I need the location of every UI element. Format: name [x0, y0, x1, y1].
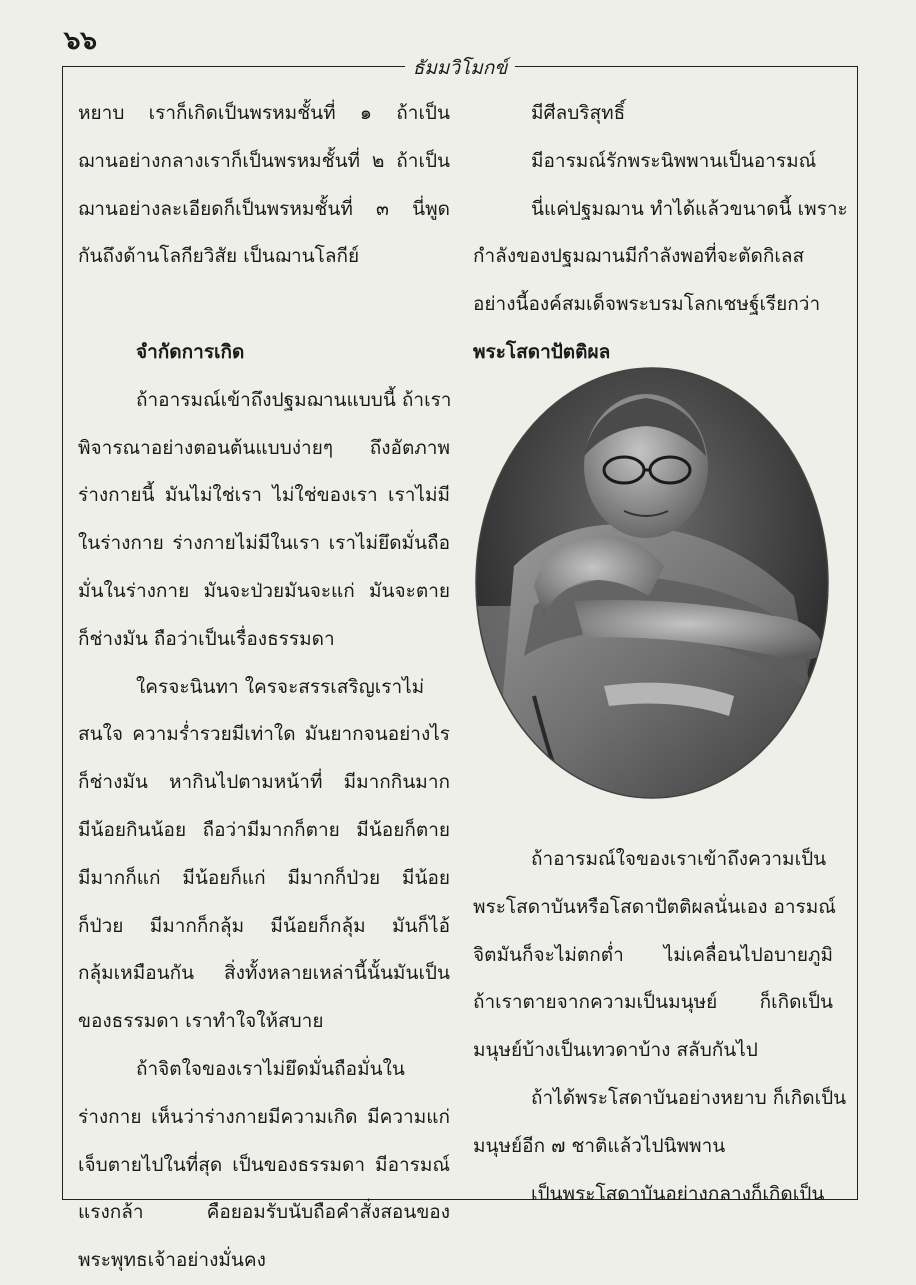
- right-text-column-bottom: [473, 836, 847, 1218]
- text-line: ก็ป่วย มีมากก็กลุ้ม มีน้อยก็กลุ้ม มันก็ไอ้: [78, 914, 450, 937]
- text-line: ร่างกาย เห็นว่าร่างกายมีความเกิด มีความแก่: [78, 1105, 450, 1128]
- text-line: ถ้าจิตใจของเราไม่ยึดมั่นถือมั่นใน: [136, 1057, 405, 1080]
- text-line: นี่แค่ปฐมฌาน ทำได้แล้วขนาดนี้ เพราะ: [531, 197, 848, 220]
- text-line: อย่างนี้องค์สมเด็จพระบรมโลกเชษฐ์เรียกว่า: [473, 293, 821, 316]
- text-line: ถ้าอารมณ์เข้าถึงปฐมฌานแบบนี้ ถ้าเรา: [136, 388, 452, 411]
- text-line: ก็ช่างมัน ถือว่าเป็นเรื่องธรรมดา: [78, 627, 335, 650]
- text-line: ฌานอย่างละเอียดก็เป็นพรหมชั้นที่ ๓ นี่พูด: [78, 197, 450, 220]
- section-heading: พระโสดาปัตติผล: [473, 340, 611, 363]
- text-line: ถ้าเราตายจากความเป็นมนุษย์ ก็เกิดเป็น: [473, 991, 833, 1014]
- text-line: พระโสดาบันหรือโสดาปัตติผลนั่นเอง อารมณ์: [473, 895, 836, 918]
- text-line: ฌานอย่างกลางเราก็เป็นพรหมชั้นที่ ๒ ถ้าเป็น: [78, 149, 450, 172]
- monk-portrait-photo: [474, 366, 830, 800]
- text-line: ในร่างกาย ร่างกายไม่มีในเรา เราไม่ยึดมั่นถือ: [78, 532, 450, 555]
- text-line: ใครจะนินทา ใครจะสรรเสริญเราไม่: [136, 675, 425, 698]
- left-text-column: [78, 90, 450, 1285]
- text-line: แรงกล้า คือยอมรับนับถือคำสั่งสอนของ: [78, 1201, 450, 1224]
- right-text-column-top: [473, 90, 848, 377]
- text-line: จิตมันก็จะไม่ตกต่ำ ไม่เคลื่อนไปอบายภูมิ: [473, 943, 833, 966]
- text-line: เจ็บตายไปในที่สุด เป็นของธรรมดา มีอารมณ์: [78, 1153, 450, 1176]
- text-line: กันถึงด้านโลกียวิสัย เป็นฌานโลกีย์: [78, 245, 360, 268]
- text-line: มีอารมณ์รักพระนิพพานเป็นอารมณ์: [531, 149, 817, 172]
- text-line: พิจารณาอย่างตอนต้นแบบง่ายๆ ถึงอัตภาพ: [78, 436, 450, 459]
- text-line: มั่นในร่างกาย มันจะป่วยมันจะแก่ มันจะตาย: [78, 579, 450, 602]
- text-line: มนุษย์บ้างเป็นเทวดาบ้าง สลับกันไป: [473, 1039, 758, 1062]
- text-line: กลุ้มเหมือนกัน สิ่งทั้งหลายเหล่านี้นั้นมันเป็น: [78, 962, 450, 985]
- running-head: [63, 53, 857, 83]
- text-line: พระพุทธเจ้าอย่างมั่นคง: [78, 1249, 266, 1272]
- text-line: ถ้าอารมณ์ใจของเราเข้าถึงความเป็น: [531, 848, 827, 870]
- text-line: ร่างกายนี้ มันไม่ใช่เรา ไม่ใช่ของเรา เราไม่มี: [78, 484, 450, 507]
- text-line: ก็ช่างมัน หากินไปตามหน้าที่ มีมากกินมาก: [78, 771, 450, 794]
- text-line: สนใจ ความร่ำรวยมีเท่าใด มันยากจนอย่างไร: [78, 723, 450, 746]
- text-line: หยาบ เราก็เกิดเป็นพรหมชั้นที่ ๑ ถ้าเป็น: [78, 102, 450, 124]
- running-head-text: ธัมมวิโมกข์: [405, 57, 516, 79]
- text-line: มีศีลบริสุทธิ์: [531, 102, 626, 124]
- text-line: มนุษย์อีก ๗ ชาติแล้วไปนิพพาน: [473, 1134, 726, 1157]
- text-line: มีมากก็แก่ มีน้อยก็แก่ มีมากก็ป่วย มีน้อย: [78, 866, 450, 889]
- page-number: ๖๖: [64, 26, 98, 56]
- text-line: [78, 281, 450, 329]
- text-line: เป็นพระโสดาบันอย่างกลางก็เกิดเป็น: [531, 1182, 825, 1205]
- text-line: มีน้อยกินน้อย ถือว่ามีมากก็ตาย มีน้อยก็ตาย: [78, 818, 450, 841]
- text-line: ของธรรมดา เราทำใจให้สบาย: [78, 1010, 324, 1033]
- text-line: ถ้าได้พระโสดาบันอย่างหยาบ ก็เกิดเป็น: [531, 1086, 847, 1109]
- text-line: กำลังของปฐมฌานมีกำลังพอที่จะตัดกิเลส: [473, 245, 805, 268]
- section-heading: จำกัดการเกิด: [136, 340, 245, 363]
